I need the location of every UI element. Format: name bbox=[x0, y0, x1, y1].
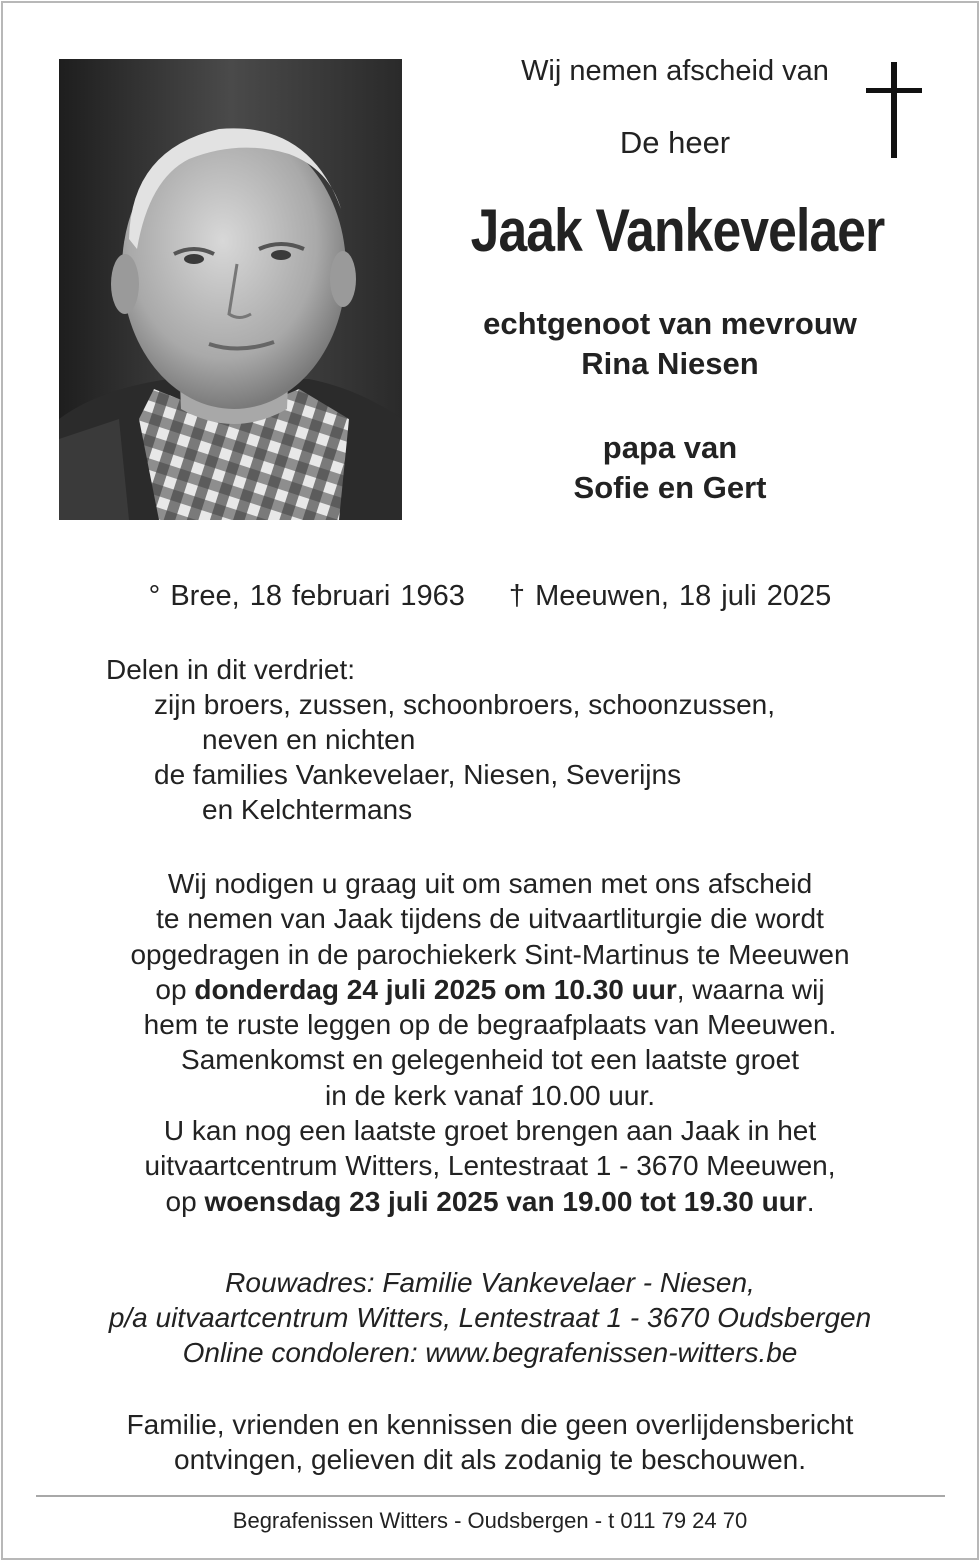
funeral-invitation bbox=[40, 866, 940, 1219]
invitation-line: Wij nodigen u graag uit om samen met ons afscheid bbox=[167, 868, 813, 899]
funeral-home-footer: Begrafenissen Witters - Oudsbergen - t 011 79 24 70 bbox=[232, 1508, 748, 1533]
invitation-line: te nemen van Jaak tijdens de uitvaartliturgie die wordt bbox=[156, 903, 824, 935]
spouse-label: echtgenoot van mevrouw bbox=[483, 306, 857, 341]
life-dates bbox=[60, 580, 920, 613]
text-fragment: op bbox=[155, 973, 195, 1005]
text-fragment: , waarna wij bbox=[676, 973, 825, 1005]
viewing-datetime: woensdag 23 juli 2025 van 19.00 tot 19.30 uur bbox=[204, 1185, 807, 1217]
text-fragment: . bbox=[806, 1185, 815, 1217]
children-names: Sofie en Gert bbox=[573, 470, 767, 505]
children-label: papa van bbox=[602, 430, 738, 465]
invitation-line: uitvaartcentrum Witters, Lentestraat 1 - 3670 Meeuwen, bbox=[144, 1150, 836, 1182]
mourner-line: en Kelchtermans bbox=[202, 794, 413, 825]
intro-text: Wij nemen afscheid van bbox=[521, 55, 829, 87]
funeral-datetime: donderdag 24 juli 2025 om 10.30 uur bbox=[194, 973, 677, 1005]
mourner-line: neven en nichten bbox=[202, 724, 416, 755]
invitation-line: in de kerk vanaf 10.00 uur. bbox=[325, 1079, 655, 1111]
text-fragment: op bbox=[165, 1185, 205, 1217]
online-condolence-link[interactable]: Online condoleren: www.begrafenissen-witters.be bbox=[182, 1337, 798, 1368]
deceased-name: Jaak Vankevelaer bbox=[470, 197, 885, 264]
footer-divider bbox=[36, 1495, 945, 1497]
mourner-line: de families Vankevelaer, Niesen, Severijns bbox=[154, 759, 682, 790]
spouse-name: Rina Niesen bbox=[581, 346, 759, 381]
invitation-line bbox=[40, 972, 940, 1007]
address-line: p/a uitvaartcentrum Witters, Lentestraat 1 - 3670 Oudsbergen bbox=[108, 1302, 872, 1333]
invitation-line bbox=[40, 1184, 940, 1219]
mourners-block bbox=[106, 652, 775, 827]
closing-line: ontvingen, gelieven dit als zodanig te beschouwen. bbox=[174, 1444, 806, 1475]
birth-date: ° Bree, 18 februari 1963 bbox=[148, 580, 465, 612]
mourner-line: zijn broers, zussen, schoonbroers, schoonzussen, bbox=[154, 689, 775, 720]
mourners-heading: Delen in dit verdriet: bbox=[106, 654, 356, 685]
honorific: De heer bbox=[619, 125, 731, 160]
invitation-line: opgedragen in de parochiekerk Sint-Martinus te Meeuwen bbox=[130, 938, 850, 970]
address-line: Rouwadres: Familie Vankevelaer - Niesen, bbox=[225, 1267, 755, 1298]
invitation-line: hem te ruste leggen op de begraafplaats van Meeuwen. bbox=[143, 1009, 837, 1041]
death-date: † Meeuwen, 18 juli 2025 bbox=[508, 580, 832, 612]
invitation-line: U kan nog een laatste groet brengen aan Jaak in het bbox=[163, 1115, 817, 1147]
portrait-photo bbox=[59, 59, 402, 520]
closing-notice bbox=[40, 1407, 940, 1477]
closing-line: Familie, vrienden en kennissen die geen overlijdensbericht bbox=[126, 1409, 854, 1440]
invitation-line: Samenkomst en gelegenheid tot een laatste groet bbox=[181, 1044, 799, 1076]
condolence-address bbox=[40, 1265, 940, 1370]
